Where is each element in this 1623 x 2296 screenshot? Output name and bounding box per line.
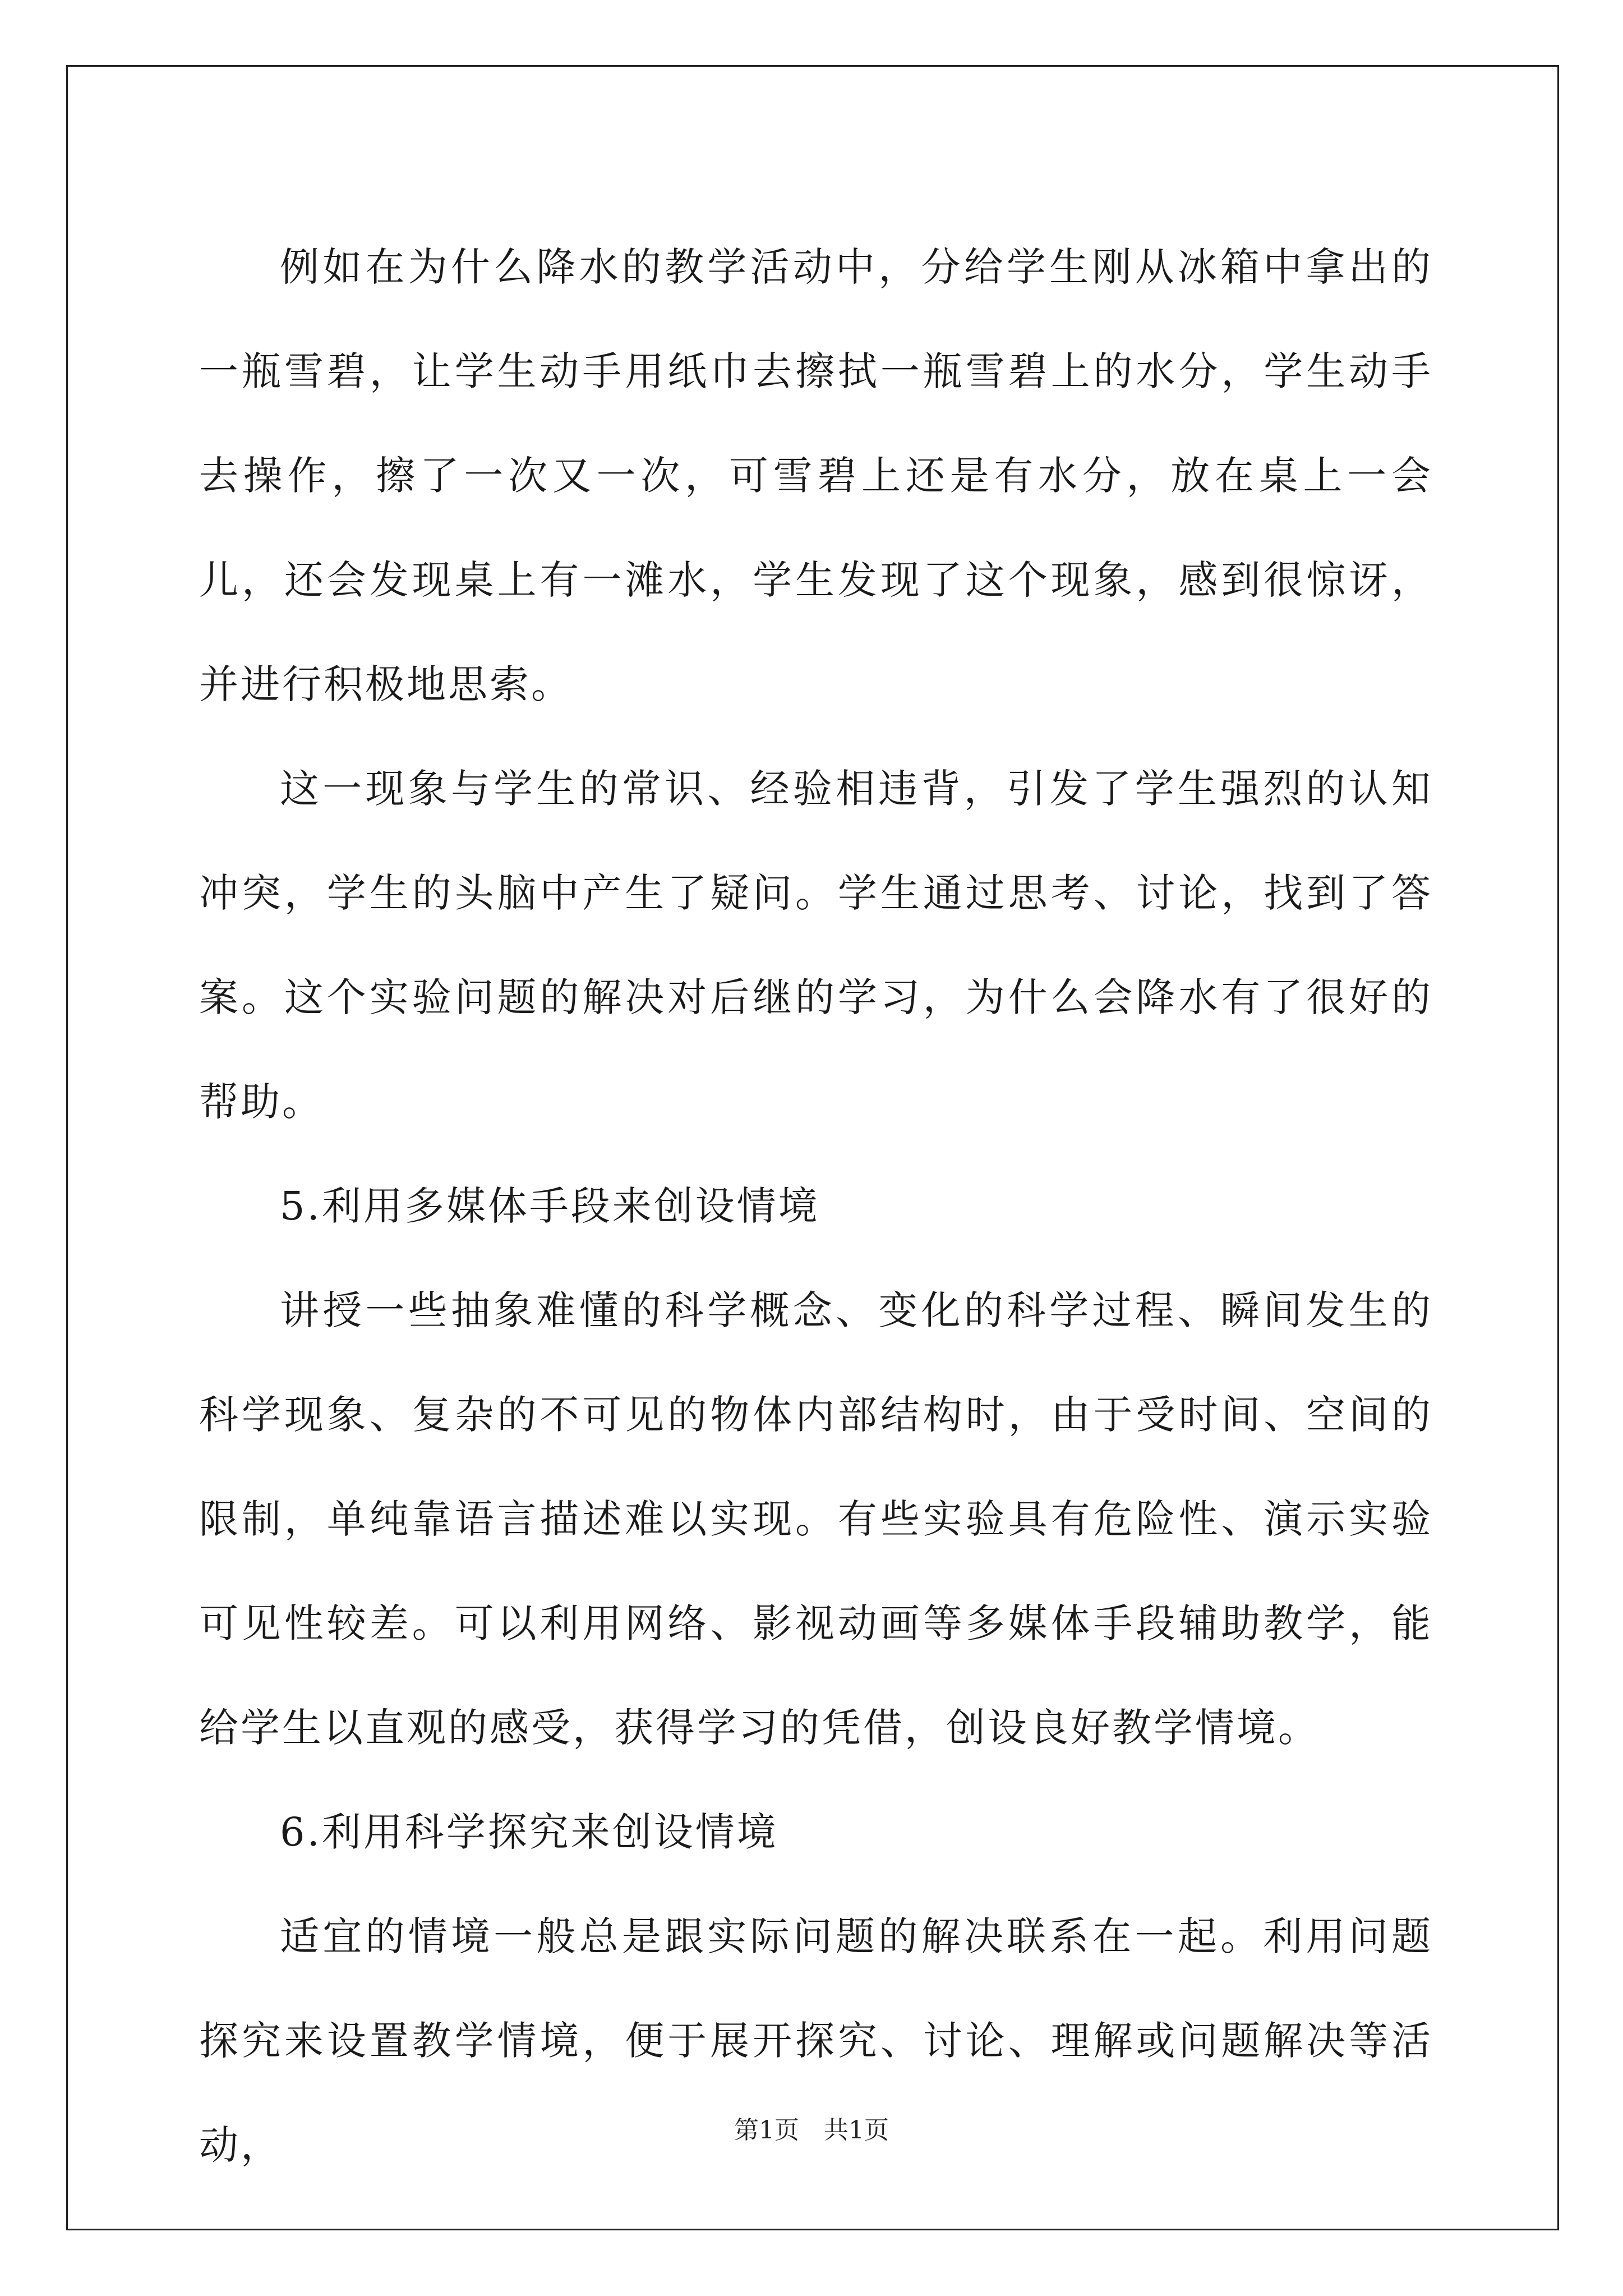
page-number-footer: 第1页 共1页 <box>734 2116 889 2145</box>
paragraph-multimedia: 讲授一些抽象难懂的科学概念、变化的科学过程、瞬间发生的科学现象、复杂的不可见的物体内部结构时，由于受时间、空间的限制，单纯靠语言描述难以实现。有些实验具有危险性、演示实验可见性较差。可以利用网络、影视动画等多媒体手段辅助教学，能给学生以直观的感受，获得学习的凭借，创设良好教学情境。 <box>199 1287 1433 1751</box>
paragraph-cognitive-conflict: 这一现象与学生的常识、经验相违背，引发了学生强烈的认知冲突，学生的头脑中产生了疑问。学生通过思考、讨论，找到了答案。这个实验问题的解决对后继的学习，为什么会降水有了很好的帮助。 <box>199 766 1433 1125</box>
document-body <box>199 215 1433 2197</box>
heading-multimedia: 5.利用多媒体手段来创设情境 <box>280 1183 820 1229</box>
heading-inquiry: 6.利用科学探究来创设情境 <box>280 1809 778 1855</box>
paragraph-snow-experiment: 例如在为什么降水的教学活动中，分给学生刚从冰箱中拿出的一瓶雪碧，让学生动手用纸巾去擦拭一瓶雪碧上的水分，学生动手去操作，擦了一次又一次，可雪碧上还是有水分，放在桌上一会儿，还会发现桌上有一滩水，学生发现了这个现象，感到很惊讶，并进行积极地思索。 <box>199 244 1433 707</box>
paragraph-inquiry: 适宜的情境一般总是跟实际问题的解决联系在一起。利用问题探究来设置教学情境，便于展开探究、讨论、理解或问题解决等活动， <box>199 1913 1433 2168</box>
